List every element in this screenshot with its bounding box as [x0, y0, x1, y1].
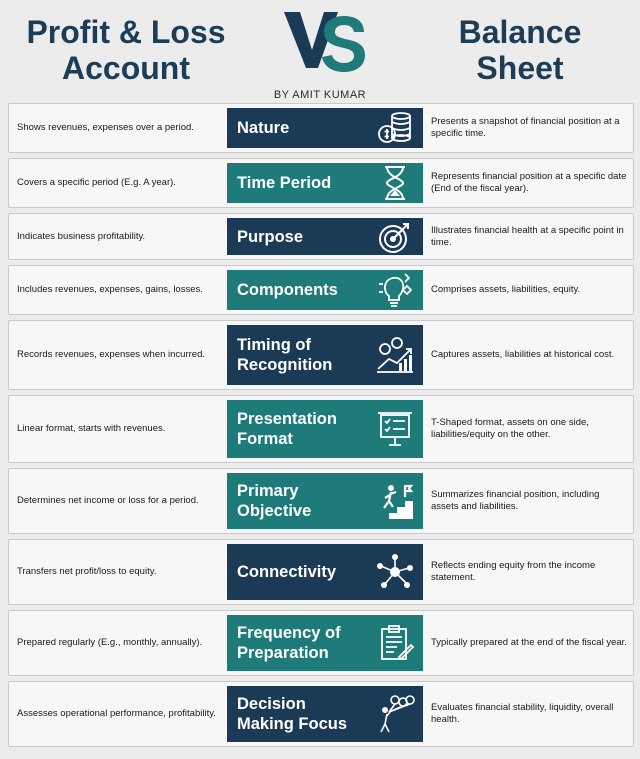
criterion-label: Nature: [237, 119, 290, 137]
balance-sheet-cell: Typically prepared at the end of the fiscal year.: [431, 637, 627, 648]
balance-sheet-cell: Evaluates financial stability, liquidity, overall health.: [431, 702, 614, 725]
person-balloons-icon: [375, 694, 415, 734]
network-icon: [375, 552, 415, 592]
criterion-label: Purpose: [237, 227, 304, 246]
comparison-row: [8, 681, 634, 747]
comparison-row: [8, 320, 634, 390]
profit-loss-cell: Shows revenues, expenses over a period.: [17, 122, 194, 133]
balance-sheet-cell: Represents financial position at a specific date (End of the fiscal year).: [431, 171, 627, 194]
comparison-row: [8, 395, 634, 463]
comparison-row: [8, 265, 634, 315]
profit-loss-cell: Transfers net profit/loss to equity.: [17, 566, 157, 577]
left-title: Profit & Loss Account: [26, 14, 226, 86]
comparison-row: [8, 103, 634, 153]
criterion-box: [227, 473, 423, 529]
criterion-box: [227, 108, 423, 148]
criterion-box: [227, 270, 423, 310]
profit-loss-cell: Covers a specific period (E.g. A year).: [17, 177, 176, 188]
criterion-label: Presentation Format: [237, 410, 337, 448]
coins-icon: [375, 108, 415, 148]
balance-sheet-cell: Illustrates financial health at a specific point in time.: [431, 224, 624, 248]
profit-loss-cell: Includes revenues, expenses, gains, losses.: [17, 284, 203, 295]
target-icon: [375, 217, 415, 257]
comparison-row: [8, 158, 634, 208]
growth-chart-icon: [375, 335, 415, 375]
presentation-board-icon: [375, 409, 415, 449]
criterion-box: [227, 218, 423, 255]
comparison-row: [8, 539, 634, 605]
profit-loss-cell: Prepared regularly (E.g., monthly, annually).: [17, 637, 203, 648]
balance-sheet-cell: Presents a snapshot of financial position at a specific time.: [431, 116, 620, 139]
hourglass-icon: [375, 163, 415, 203]
balance-sheet-cell: Summarizes financial position, including assets and liabilities.: [431, 489, 600, 512]
criterion-label: Primary Objective: [237, 482, 312, 520]
comparison-table: [8, 103, 634, 752]
profit-loss-cell: Records revenues, expenses when incurred.: [17, 349, 205, 360]
criterion-box: [227, 615, 423, 671]
header: [0, 0, 640, 102]
criterion-box: [227, 544, 423, 600]
right-title: Balance Sheet: [458, 14, 582, 86]
criterion-label: Frequency of Preparation: [237, 624, 341, 662]
criterion-label: Connectivity: [237, 563, 337, 581]
vs-logo-icon: [278, 6, 368, 76]
balance-sheet-cell: Reflects ending equity from the income statement.: [431, 560, 596, 583]
criterion-box: [227, 400, 423, 458]
byline: BY AMIT KUMAR: [273, 89, 367, 101]
comparison-row: [8, 213, 634, 260]
balance-sheet-cell: Captures assets, liabilities at historical cost.: [431, 349, 615, 360]
balance-sheet-cell: T-Shaped format, assets on one side, liabilities/equity on the other.: [431, 417, 589, 440]
comparison-row: [8, 468, 634, 534]
profit-loss-cell: Determines net income or loss for a period.: [17, 495, 199, 506]
criterion-box: [227, 163, 423, 203]
profit-loss-cell: Linear format, starts with revenues.: [17, 423, 166, 434]
criterion-box: [227, 325, 423, 385]
comparison-row: [8, 610, 634, 676]
criterion-label: Components: [237, 281, 338, 299]
profit-loss-cell: Indicates business profitability.: [17, 230, 146, 242]
profit-loss-cell: Assesses operational performance, profitability.: [17, 708, 216, 719]
criterion-label: Time Period: [237, 174, 332, 192]
balance-sheet-cell: Comprises assets, liabilities, equity.: [431, 284, 581, 295]
criterion-box: [227, 686, 423, 742]
clipboard-icon: [375, 623, 415, 663]
criterion-label: Decision Making Focus: [237, 695, 348, 733]
criterion-label: Timing of Recognition: [237, 336, 333, 374]
climbing-stairs-icon: [375, 481, 415, 521]
lightbulb-icon: [375, 270, 415, 310]
